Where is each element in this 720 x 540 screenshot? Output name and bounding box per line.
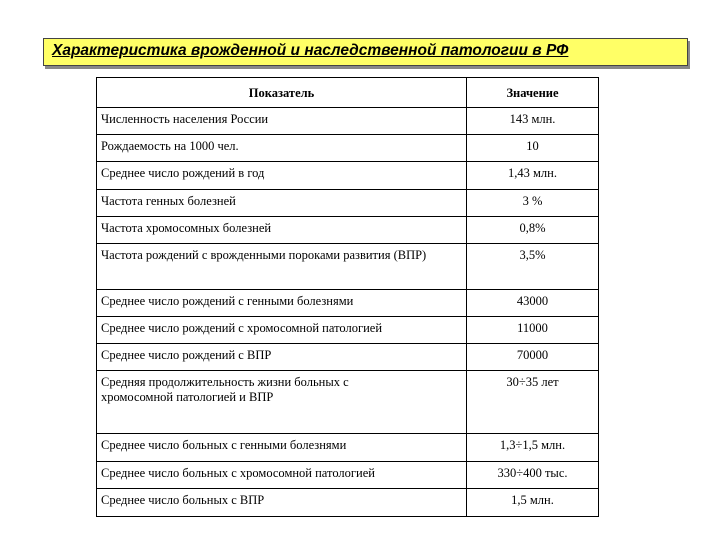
- row-value: 0,8%: [467, 217, 599, 244]
- row-value: 43000: [467, 290, 599, 317]
- row-label: Частота хромосомных болезней: [97, 217, 467, 244]
- row-label: Среднее число больных с генными болезнями: [97, 434, 467, 462]
- table-row: [97, 162, 599, 190]
- row-value: 3 %: [467, 190, 599, 217]
- row-label: Численность населения России: [97, 108, 467, 135]
- row-label: Частота рождений с врожденными пороками развития (ВПР): [97, 244, 467, 290]
- row-label: Среднее число рождений с ВПР: [97, 344, 467, 371]
- row-label: Среднее число рождений в год: [97, 162, 467, 190]
- row-value: 11000: [467, 317, 599, 344]
- title-banner: [43, 38, 688, 66]
- table-row: [97, 217, 599, 244]
- row-label: Среднее число рождений с хромосомной патологией: [97, 317, 467, 344]
- header-indicator: Показатель: [97, 78, 467, 108]
- header-value: Значение: [467, 78, 599, 108]
- row-label: [97, 371, 467, 434]
- table-header-row: [97, 78, 599, 108]
- page-title: Характеристика врожденной и наследственной патологии в РФ: [52, 42, 569, 59]
- row-value: 3,5%: [467, 244, 599, 290]
- table-row: [97, 108, 599, 135]
- row-label: Рождаемость на 1000 чел.: [97, 135, 467, 162]
- table-row: [97, 462, 599, 489]
- row-value: 10: [467, 135, 599, 162]
- row-value: 330÷400 тыс.: [467, 462, 599, 489]
- row-value: 30÷35 лет: [467, 371, 599, 434]
- row-label: Частота генных болезней: [97, 190, 467, 217]
- table-row: [97, 434, 599, 462]
- table-row: [97, 244, 599, 290]
- row-label: Среднее число больных с ВПР: [97, 489, 467, 517]
- table-row: [97, 344, 599, 371]
- table-row: [97, 190, 599, 217]
- table-row: [97, 489, 599, 517]
- table-row: [97, 317, 599, 344]
- pathology-table: [96, 77, 599, 517]
- row-label: Среднее число больных с хромосомной патологией: [97, 462, 467, 489]
- table-row: [97, 371, 599, 434]
- row-label-text: Средняя продолжительность жизни больных с хромосомной патологией и ВПР: [101, 375, 349, 404]
- row-label: Среднее число рождений с генными болезнями: [97, 290, 467, 317]
- row-value: 1,5 млн.: [467, 489, 599, 517]
- row-value: 1,43 млн.: [467, 162, 599, 190]
- table-row: [97, 290, 599, 317]
- row-value: 143 млн.: [467, 108, 599, 135]
- table-row: [97, 135, 599, 162]
- row-value: 1,3÷1,5 млн.: [467, 434, 599, 462]
- row-value: 70000: [467, 344, 599, 371]
